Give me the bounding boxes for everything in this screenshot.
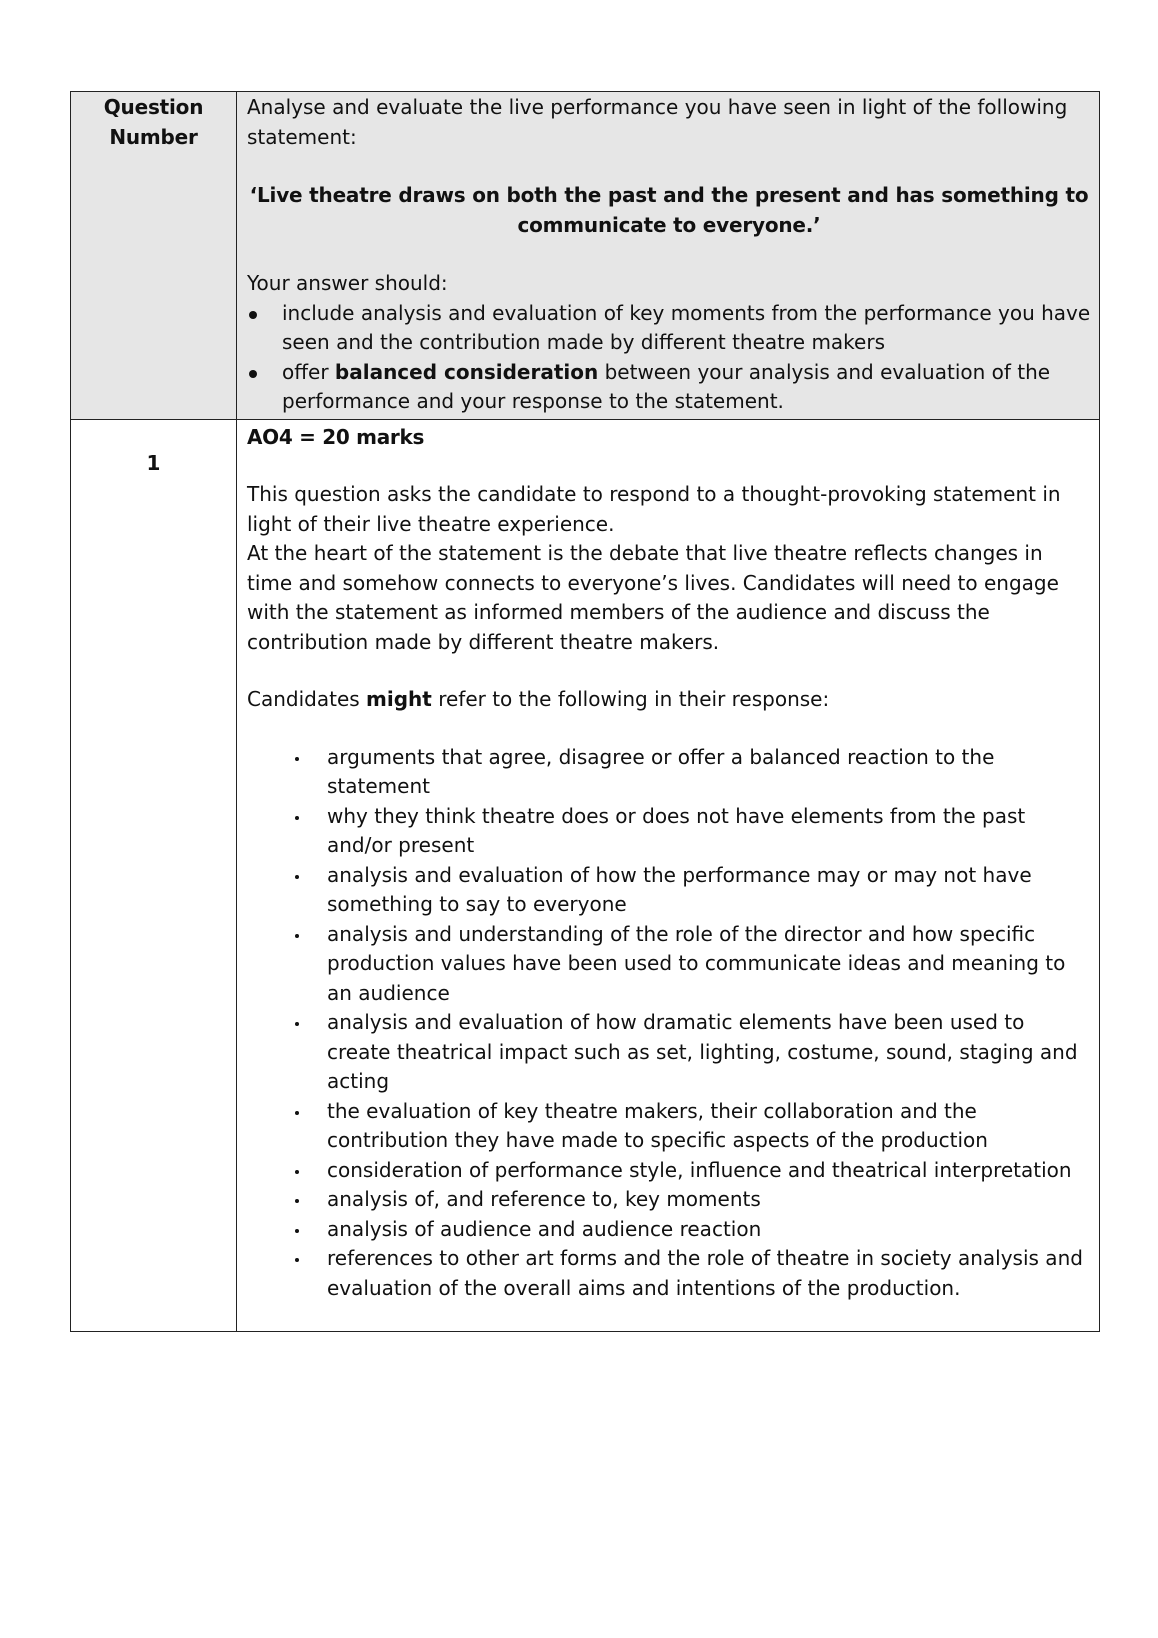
answer-requirement-item: offer balanced consideration between your analysis and evaluation of the performance and your response to the statement. [247, 358, 1091, 417]
question-statement: ‘Live theatre draws on both the past and the present and has something to communicate to everyone.’ [249, 183, 1089, 237]
indicative-content-item: analysis of, and reference to, key moments [327, 1185, 1091, 1215]
indicative-content-item: references to other art forms and the role of theatre in society analysis and evaluation of the overall aims and intentions of the production. [327, 1244, 1091, 1303]
answer-requirement-item: include analysis and evaluation of key moments from the performance you have seen and the contribution made by different theatre makers [247, 299, 1091, 358]
indicative-content-item: analysis and evaluation of how the performance may or may not have something to say to everyone [327, 861, 1091, 920]
answer-requirements-list [247, 299, 1091, 417]
indicative-content-item: arguments that agree, disagree or offer a balanced reaction to the statement [327, 743, 1091, 802]
bullet-icon [295, 1258, 299, 1262]
question-number-label: Question Number [103, 95, 204, 149]
bullet-icon [295, 875, 299, 879]
bullet-icon [295, 1199, 299, 1203]
question-number-header-cell [71, 92, 237, 420]
bullet-icon [295, 816, 299, 820]
indicative-content-list [247, 743, 1091, 1304]
indicative-content-cell [237, 419, 1100, 1332]
indicative-content-item: analysis and evaluation of how dramatic elements have been used to create theatrical impact such as set, lighting, costume, sound, staging and acting [327, 1008, 1091, 1097]
mark-scheme-table [70, 91, 1100, 1332]
bullet-icon [295, 1022, 299, 1026]
indicative-content-item: analysis of audience and audience reaction [327, 1215, 1091, 1245]
guidance-paragraph-2: At the heart of the statement is the debate that live theatre reflects changes in time and somehow connects to everyone’s lives. Candidates will need to engage with the statement as informed members of the audience and discuss the contribution made by different theatre makers. [247, 541, 1059, 654]
question-intro: Analyse and evaluate the live performance you have seen in light of the following statement: [247, 95, 1068, 149]
question-number: 1 [146, 450, 161, 475]
bullet-icon [249, 311, 257, 319]
might-refer-line: Candidates might refer to the following in their response: [247, 687, 830, 711]
question-number-cell [71, 419, 237, 1332]
indicative-content-item: the evaluation of key theatre makers, their collaboration and the contribution they have made to specific aspects of the production [327, 1097, 1091, 1156]
question-header-row [71, 92, 1100, 420]
bullet-icon [295, 1229, 299, 1233]
answer-should-label: Your answer should: [247, 271, 448, 295]
bullet-icon [295, 1170, 299, 1174]
indicative-content-item: why they think theatre does or does not have elements from the past and/or present [327, 802, 1091, 861]
marks-allocation: AO4 = 20 marks [247, 424, 425, 449]
question-body-row [71, 419, 1100, 1332]
bullet-icon [295, 1111, 299, 1115]
bullet-icon [295, 757, 299, 761]
bullet-icon [295, 934, 299, 938]
indicative-content-item: consideration of performance style, influence and theatrical interpretation [327, 1156, 1091, 1186]
question-prompt-cell [237, 92, 1100, 420]
indicative-content-item: analysis and understanding of the role of the director and how specific production values have been used to communicate ideas and meaning to an audience [327, 920, 1091, 1009]
guidance-paragraph-1: This question asks the candidate to respond to a thought-provoking statement in light of their live theatre experience. [247, 482, 1061, 536]
bullet-icon [249, 370, 257, 378]
